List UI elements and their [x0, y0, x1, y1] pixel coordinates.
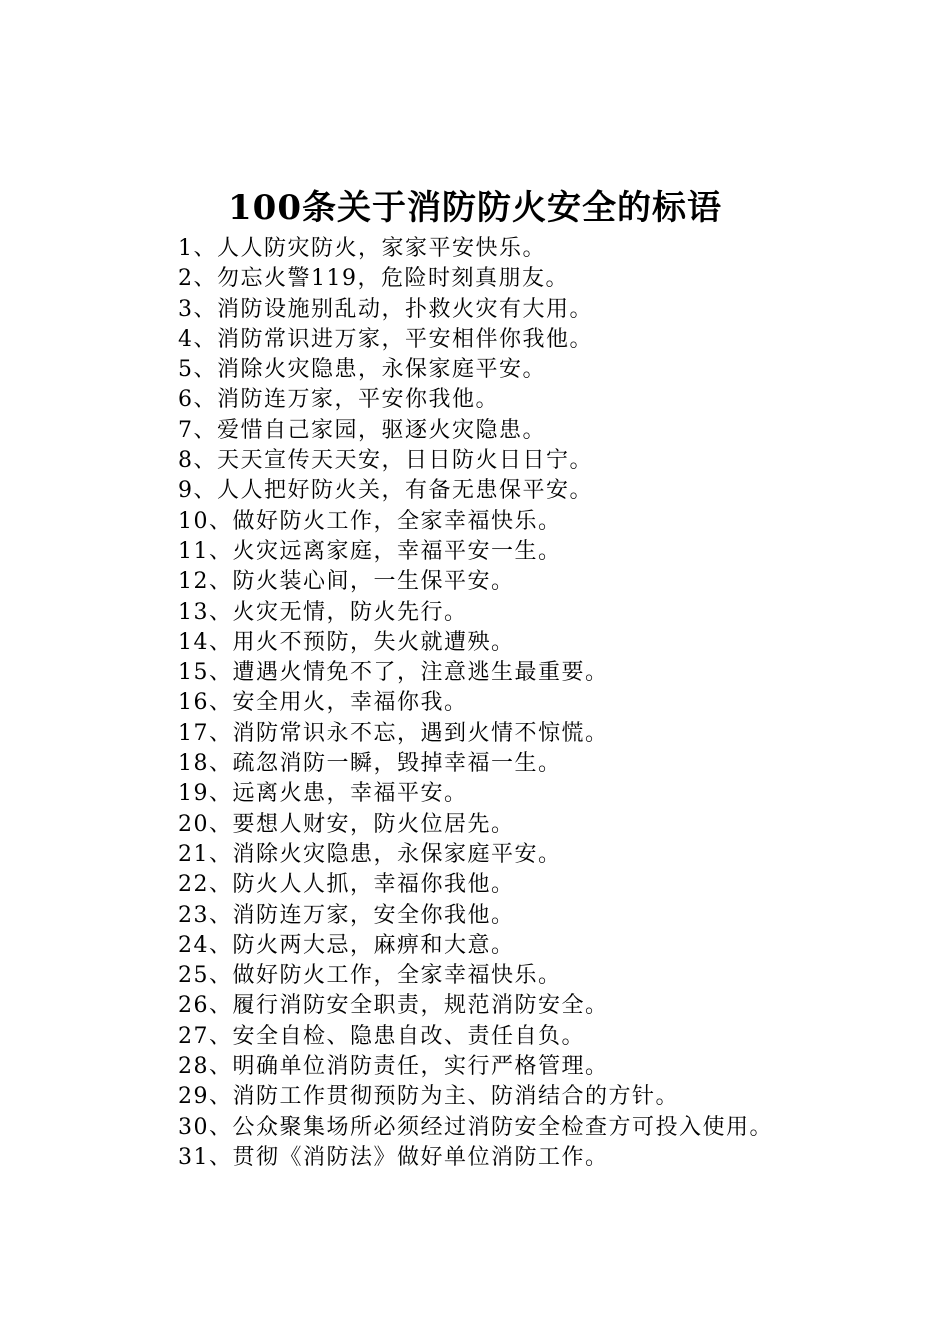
list-item: 21、消除火灾隐患，永保家庭平安。: [178, 841, 562, 867]
list-item: 7、爱惜自己家园，驱逐火灾隐患。: [178, 417, 546, 443]
page-title: 100条关于消防防火安全的标语: [228, 188, 722, 228]
slogan-list: [178, 234, 898, 1173]
list-item: 31、贯彻《消防法》做好单位消防工作。: [178, 1144, 609, 1170]
list-item: 23、消防连万家，安全你我他。: [178, 902, 515, 928]
list-item: 8、天天宣传天天安，日日防火日日宁。: [178, 448, 593, 474]
list-item: 19、远离火患，幸福平安。: [178, 781, 468, 807]
list-item: 30、公众聚集场所必须经过消防安全检查方可投入使用。: [178, 1114, 773, 1140]
list-item: 6、消防连万家，平安你我他。: [178, 387, 499, 413]
list-item: 25、做好防火工作，全家幸福快乐。: [178, 963, 562, 989]
list-item: 26、履行消防安全职责，规范消防安全。: [178, 993, 609, 1019]
list-item: 24、防火两大忌，麻痹和大意。: [178, 932, 515, 958]
list-item: 1、人人防灾防火，家家平安快乐。: [178, 236, 546, 261]
list-item: 17、消防常识永不忘，遇到火情不惊慌。: [178, 720, 609, 746]
list-item: 16、安全用火，幸福你我。: [178, 690, 468, 716]
list-item: 20、要想人财安，防火位居先。: [178, 811, 515, 837]
list-item: 15、遭遇火情免不了，注意逃生最重要。: [178, 660, 609, 686]
list-item: 27、安全自检、隐患自改、责任自负。: [178, 1023, 585, 1049]
list-item: 2、勿忘火警119，危险时刻真朋友。: [178, 266, 569, 292]
list-item: 3、消防设施别乱动，扑救火灾有大用。: [178, 296, 593, 322]
list-item: 14、用火不预防，失火就遭殃。: [178, 629, 515, 655]
list-item: 18、疏忽消防一瞬，毁掉幸福一生。: [178, 751, 562, 777]
list-item: 29、消防工作贯彻预防为主、防消结合的方针。: [178, 1084, 679, 1110]
list-item: 13、火灾无情，防火先行。: [178, 599, 468, 625]
list-item: 9、人人把好防火关，有备无患保平安。: [178, 478, 593, 504]
list-item: 22、防火人人抓，幸福你我他。: [178, 872, 515, 898]
list-item: 4、消防常识进万家，平安相伴你我他。: [178, 326, 593, 352]
list-item: 28、明确单位消防责任，实行严格管理。: [178, 1054, 609, 1080]
list-item: 5、消除火灾隐患，永保家庭平安。: [178, 357, 546, 383]
list-item: 10、做好防火工作，全家幸福快乐。: [178, 508, 562, 534]
list-item: 11、火灾远离家庭，幸福平安一生。: [178, 538, 562, 564]
list-item: 12、防火装心间，一生保平安。: [178, 569, 515, 595]
